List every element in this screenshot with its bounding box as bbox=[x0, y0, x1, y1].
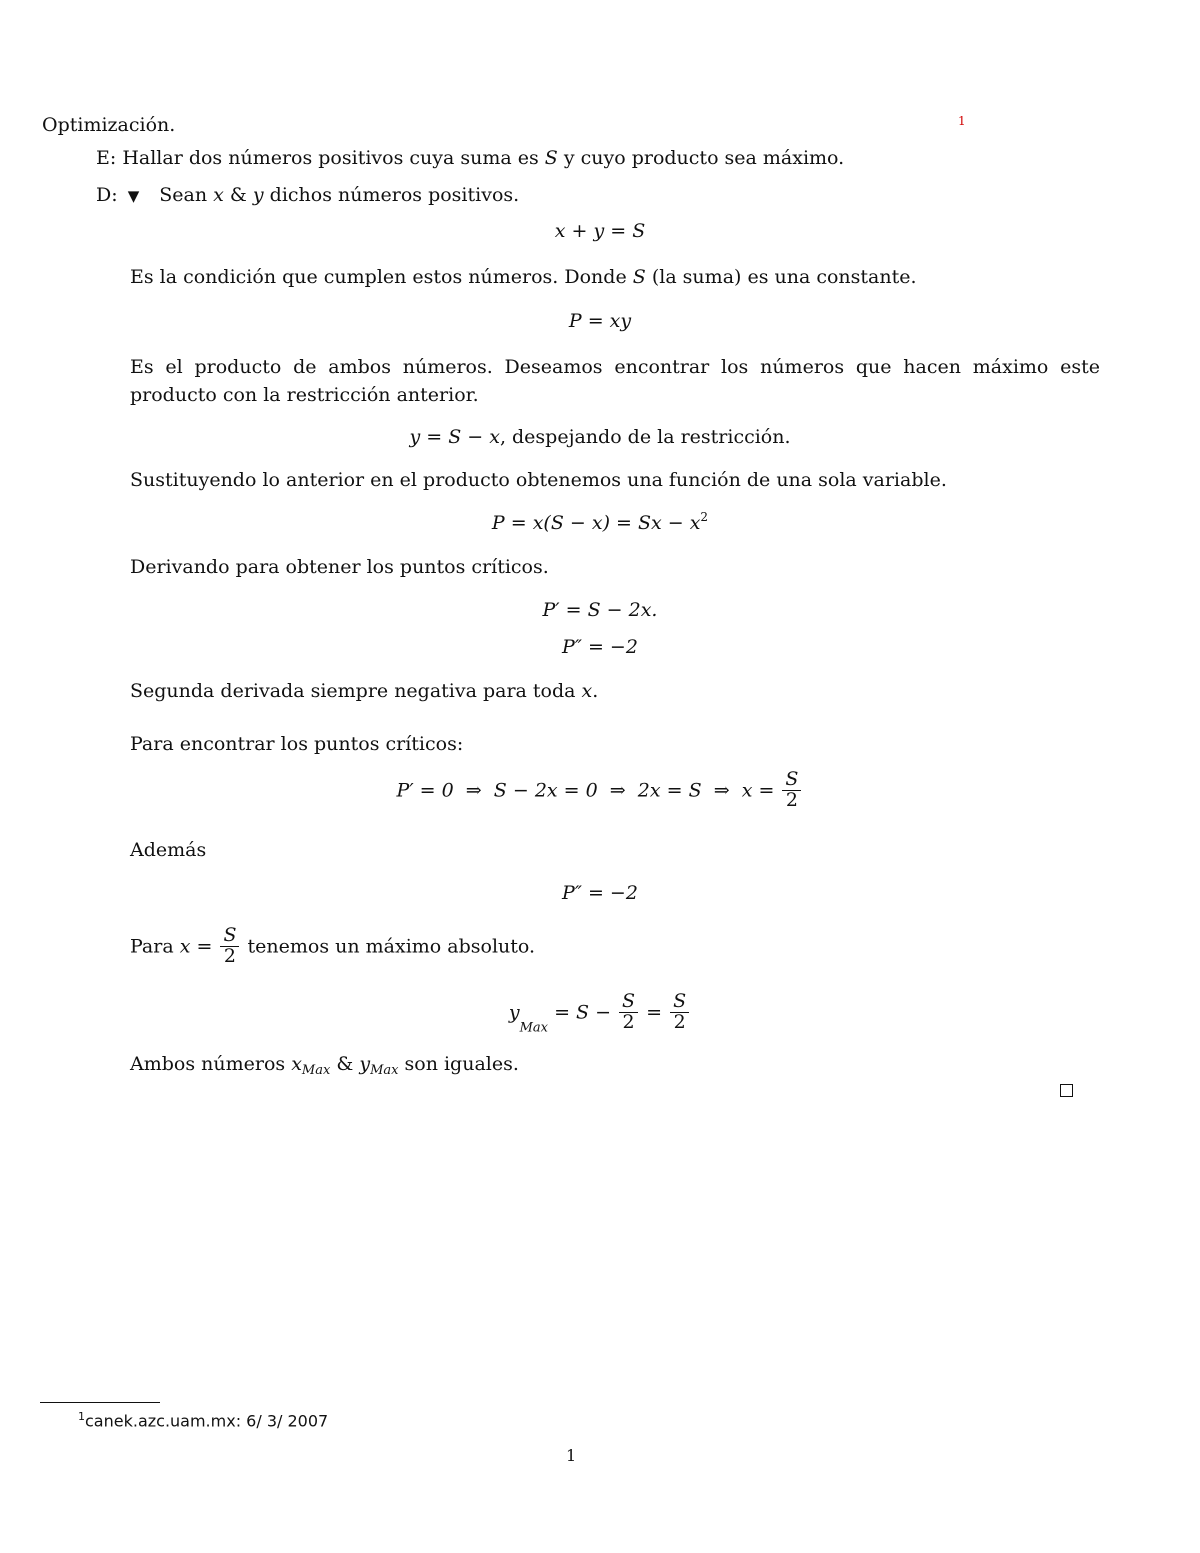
equation-2: P = xy bbox=[568, 310, 632, 332]
equation-3 bbox=[0, 426, 1200, 448]
p9-xsub: Max bbox=[301, 1063, 331, 1078]
eq9-sub: Max bbox=[519, 1020, 549, 1036]
statement-label: E: bbox=[96, 147, 117, 169]
paragraph-9 bbox=[130, 1053, 519, 1078]
statement-text-after: y cuyo producto sea máximo. bbox=[563, 147, 845, 169]
paragraph-4: Derivando para obtener los puntos críticos. bbox=[130, 556, 549, 578]
p8-a: Para bbox=[130, 935, 174, 958]
footnote-text: canek.azc.uam.mx: 6/ 3/ 2007 bbox=[85, 1411, 329, 1431]
eq9-denominator-1: 2 bbox=[622, 1010, 635, 1033]
equation-8: P″ = −2 bbox=[562, 882, 638, 904]
equation-9 bbox=[0, 992, 1200, 1035]
footnote-rule bbox=[40, 1402, 160, 1403]
page-number: 1 bbox=[566, 1446, 577, 1465]
p9-ysub: Max bbox=[370, 1063, 399, 1078]
line1-b: dichos números positivos. bbox=[269, 184, 520, 206]
p9-amp: & bbox=[336, 1053, 354, 1075]
p8-b: tenemos un máximo absoluto. bbox=[247, 935, 536, 958]
p1-b: (la suma) es una constante. bbox=[651, 266, 917, 288]
eq9-numerator-2: S bbox=[670, 992, 689, 1013]
equation-1: x + y = S bbox=[554, 220, 646, 242]
eq4-exponent: 2 bbox=[700, 510, 709, 524]
statement-var-s: S bbox=[544, 147, 558, 169]
p5-a: Segunda derivada siempre negativa para toda bbox=[130, 680, 576, 702]
line1-a: Sean bbox=[159, 184, 208, 206]
ampersand: & bbox=[229, 184, 247, 206]
development-line bbox=[96, 184, 519, 206]
p9-x: x bbox=[291, 1053, 302, 1075]
paragraph-3: Sustituyendo lo anterior en el producto obtenemos una función de una sola variable. bbox=[130, 469, 947, 491]
p8-denominator: 2 bbox=[223, 944, 237, 967]
p8-numerator: S bbox=[220, 926, 239, 947]
paragraph-1 bbox=[130, 266, 917, 288]
paragraph-2: Es el producto de ambos números. Deseamos encontrar los números que hacen máximo este producto con la restricción anterior. bbox=[130, 356, 1100, 406]
p1-a: Es la condición que cumplen estos números. Donde bbox=[130, 266, 627, 288]
eq7-fraction bbox=[782, 770, 801, 811]
paragraph-6: Para encontrar los puntos críticos: bbox=[130, 733, 464, 755]
paragraph-8 bbox=[130, 926, 535, 967]
var-y: y bbox=[252, 184, 264, 206]
eq9-y: y bbox=[508, 1001, 520, 1024]
footnote-marker: 1 bbox=[958, 114, 966, 128]
eq7-numerator: S bbox=[782, 770, 801, 791]
eq9-numerator-1: S bbox=[619, 992, 638, 1013]
eq4-main: P = x(S − x) = Sx − x bbox=[491, 512, 701, 534]
triangle-down-icon: ▼ bbox=[127, 187, 140, 205]
var-x: x bbox=[213, 184, 224, 206]
eq9-fraction-1 bbox=[619, 992, 638, 1033]
development-label: D: bbox=[96, 184, 118, 206]
equation-5: P′ = S − 2x. bbox=[542, 599, 658, 621]
p9-b: son iguales. bbox=[404, 1053, 519, 1075]
eq7-main: P′ = 0 ⇒ S − 2x = 0 ⇒ 2x = S ⇒ x = bbox=[396, 779, 775, 802]
paragraph-7: Además bbox=[130, 839, 207, 861]
eq3-text: , despejando de la restricción. bbox=[499, 426, 791, 448]
equation-4 bbox=[0, 510, 1200, 534]
p1-var-s: S bbox=[632, 266, 646, 288]
paragraph-5 bbox=[130, 680, 598, 702]
equation-6: P″ = −2 bbox=[562, 636, 638, 658]
p5-b: . bbox=[592, 680, 599, 702]
equation-7 bbox=[0, 770, 1200, 811]
p8-fraction bbox=[220, 926, 239, 967]
eq9-equals: = bbox=[646, 1001, 663, 1024]
footnote bbox=[78, 1410, 328, 1430]
footnote-number: 1 bbox=[78, 1410, 85, 1423]
eq7-denominator: 2 bbox=[785, 788, 798, 811]
eq9-mid: = S − bbox=[554, 1001, 611, 1024]
eq9-denominator-2: 2 bbox=[673, 1010, 686, 1033]
eq9-fraction-2 bbox=[670, 992, 689, 1033]
p8-math: x = bbox=[179, 935, 213, 958]
p9-a: Ambos números bbox=[130, 1053, 286, 1075]
statement-line bbox=[96, 147, 844, 169]
statement-text-before: Hallar dos números positivos cuya suma es bbox=[122, 147, 539, 169]
p9-y: y bbox=[359, 1053, 371, 1075]
eq3-math: y = S − x bbox=[409, 426, 500, 448]
qed-square-icon bbox=[1060, 1084, 1073, 1097]
p5-var-x: x bbox=[581, 680, 593, 702]
page-title: Optimización. bbox=[42, 114, 176, 136]
